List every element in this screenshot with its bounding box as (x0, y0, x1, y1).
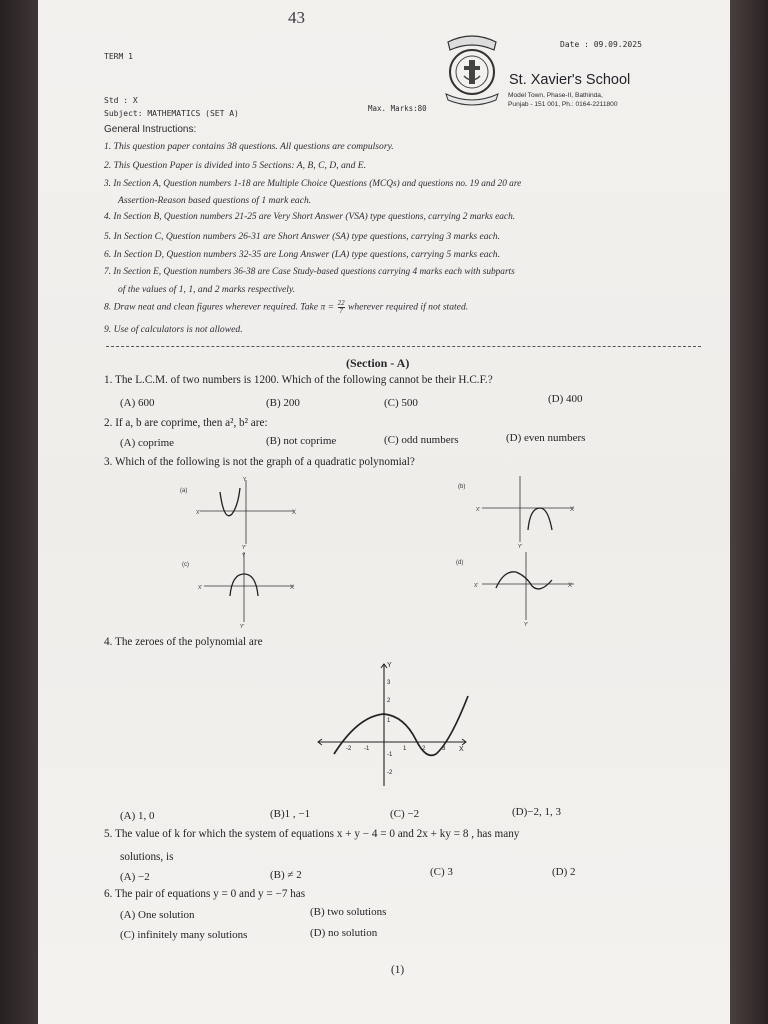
exam-sheet (38, 0, 730, 1024)
svg-text:X: X (570, 507, 575, 513)
q3-graph-d (452, 550, 582, 630)
question-5-continued: solutions, is (120, 851, 174, 863)
q1-option-c: (C) 500 (384, 397, 418, 409)
instruction-4: 4. In Section B, Question numbers 21-25 are Very Short Answer (VSA) type questions, carrying 2 marks each. (104, 212, 516, 222)
svg-text:Y: Y (242, 553, 246, 559)
q6-option-c: (C) infinitely many solutions (120, 929, 248, 941)
instruction-2: 2. This Question Paper is divided into 5 Sections: A, B, C, D, and E. (104, 160, 367, 171)
svg-text:2: 2 (387, 698, 391, 704)
svg-text:3: 3 (387, 680, 391, 686)
svg-text:X': X' (198, 585, 203, 591)
term-label: TERM 1 (104, 52, 133, 61)
school-name: St. Xavier's School (509, 72, 631, 88)
svg-text:-2: -2 (387, 770, 393, 776)
question-3: 3. Which of the following is not the graph of a quadratic polynomial? (104, 456, 415, 468)
svg-text:X': X' (196, 510, 201, 516)
instruction-7: 7. In Section E, Question numbers 36-38 are Case Study-based questions carrying 4 marks each with subparts (104, 267, 515, 277)
svg-text:X': X' (474, 583, 479, 589)
instruction-6: 6. In Section D, Question numbers 32-35 are Long Answer (LA) type questions, carrying 5 marks each. (104, 249, 500, 260)
svg-text:(d): (d) (456, 560, 464, 566)
svg-text:1: 1 (403, 746, 407, 752)
q4-option-a: (A) 1, 0 (120, 810, 155, 822)
q3-graph-c (178, 550, 302, 630)
question-2: 2. If a, b are coprime, then a², b² are: (104, 417, 268, 429)
svg-text:(c): (c) (182, 562, 189, 568)
q5-option-b: (B) ≠ 2 (270, 869, 302, 881)
q2-option-c: (C) odd numbers (384, 434, 459, 446)
svg-text:-1: -1 (364, 746, 370, 752)
svg-text:(b): (b) (458, 484, 466, 490)
q5-option-d: (D) 2 (552, 866, 576, 878)
school-address-line2: Punjab - 151 001, Ph.: 0164-2211800 (508, 101, 618, 108)
question-1: 1. The L.C.M. of two numbers is 1200. Which of the following cannot be their H.C.F.? (104, 374, 493, 386)
svg-text:Y': Y' (524, 622, 529, 628)
q3-graph-a (176, 474, 302, 550)
page-footer-number: (1) (391, 964, 405, 976)
svg-text:Y': Y' (240, 624, 245, 630)
instructions-heading: General Instructions: (104, 124, 197, 135)
q2-option-d: (D) even numbers (506, 432, 586, 444)
svg-text:X: X (290, 585, 295, 591)
instruction-9: 9. Use of calculators is not allowed. (104, 324, 243, 335)
q5-option-c: (C) 3 (430, 866, 453, 878)
svg-text:Y: Y (243, 477, 247, 483)
q1-option-b: (B) 200 (266, 397, 300, 409)
svg-text:2: 2 (422, 746, 426, 752)
exam-date: Date : 09.09.2025 (560, 40, 642, 49)
pi-fraction: $\frac{22}{7}$ (337, 299, 345, 315)
svg-text:Y': Y' (518, 544, 523, 550)
section-divider (106, 346, 701, 347)
instruction-3-continued: Assertion-Reason based questions of 1 mark each. (118, 195, 312, 206)
q6-option-d: (D) no solution (310, 927, 378, 939)
school-address-line1: Model Town, Phase-II, Bathinda, (508, 92, 603, 99)
svg-text:Y: Y (387, 662, 392, 669)
svg-text:X: X (459, 746, 464, 753)
q4-option-b: (B)1 , −1 (270, 808, 311, 820)
q1-option-d: (D) 400 (548, 393, 583, 405)
school-crest-icon (436, 30, 508, 108)
svg-text:(a): (a) (180, 488, 188, 494)
q3-graph-b (454, 474, 582, 550)
q4-cubic-graph (312, 658, 472, 788)
instruction-1: 1. This question paper contains 38 questions. All questions are compulsory. (104, 141, 394, 152)
table-surface-right (730, 0, 768, 1024)
table-surface-left (0, 0, 40, 1024)
svg-text:X': X' (476, 507, 481, 513)
question-6: 6. The pair of equations y = 0 and y = −7 has (104, 888, 306, 900)
q5-option-a: (A) −2 (120, 871, 150, 883)
instruction-8: 8. Draw neat and clean figures wherever required. Take π = $\frac{22}{7}$ wherever required if not stated. (104, 299, 469, 315)
q1-option-a: (A) 600 (120, 397, 155, 409)
svg-text:-1: -1 (387, 752, 393, 758)
handwritten-page-number: 43 (288, 8, 305, 27)
section-title: (Section - A) (346, 356, 410, 370)
instruction-3: 3. In Section A, Question numbers 1-18 are Multiple Choice Questions (MCQs) and questions no. 19 and 20 are (104, 179, 522, 189)
q4-option-d: (D)−2, 1, 3 (512, 806, 561, 818)
svg-text:X: X (292, 510, 297, 516)
svg-text:Y': Y' (242, 545, 247, 550)
instruction-7-continued: of the values of 1, 1, and 2 marks respectively. (118, 284, 296, 295)
standard-label: Std : X (104, 96, 138, 105)
instruction-5: 5. In Section C, Question numbers 26-31 are Short Answer (SA) type questions, carrying 3 marks each. (104, 231, 500, 242)
svg-text:X: X (568, 583, 573, 589)
q2-option-b: (B) not coprime (266, 435, 337, 447)
question-5: 5. The value of k for which the system of equations x + y − 4 = 0 and 2x + ky = 8 , has many (104, 828, 520, 840)
svg-text:-2: -2 (346, 746, 352, 752)
q2-option-a: (A) coprime (120, 437, 175, 449)
q4-option-c: (C) −2 (390, 808, 420, 820)
q6-option-b: (B) two solutions (310, 906, 387, 918)
question-4: 4. The zeroes of the polynomial are (104, 636, 263, 648)
svg-text:1: 1 (387, 718, 391, 724)
subject-label: Subject: MATHEMATICS (SET A) (104, 109, 239, 118)
q6-option-a: (A) One solution (120, 909, 195, 921)
max-marks: Max. Marks:80 (368, 104, 427, 113)
svg-text:3: 3 (442, 746, 446, 752)
